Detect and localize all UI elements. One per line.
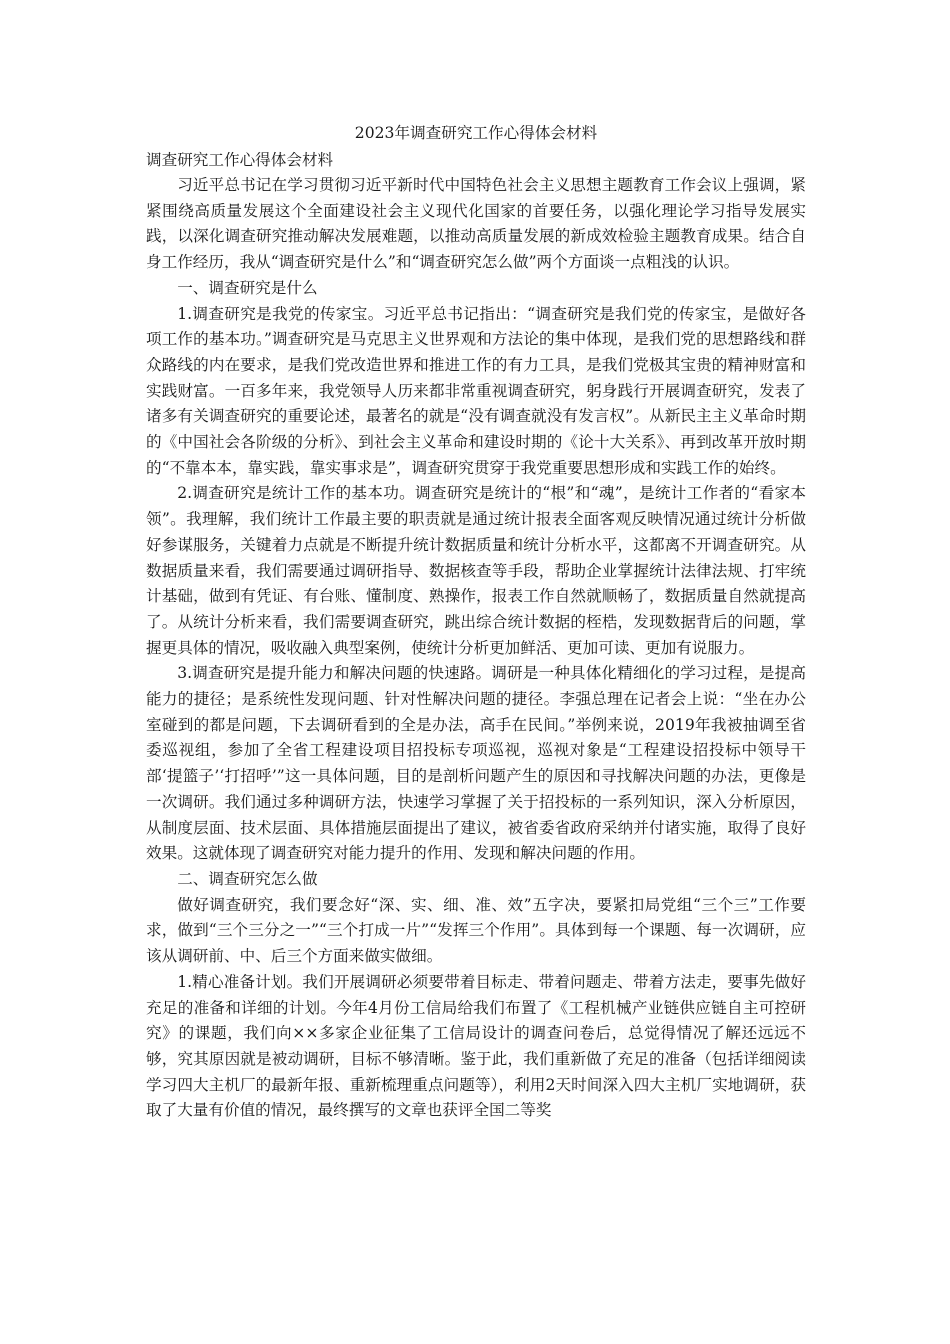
section1-item-1: 1.调查研究是我党的传家宝。习近平总书记指出：“调查研究是我们党的传家宝，是做好各项工作的基本功。”调查研究是马克思主义世界观和方法论的集中体现，是我们党的思想路线和群众路线的内在要求，是我们党改造世界和推进工作的有力工具，是我们党极其宝贵的精神财富和实践财富。一百多年来，我党领导人历来都非常重视调查研究，躬身践行开展调查研究，发表了诸多有关调查研究的重要论述，最著名的就是“没有调查就没有发言权”。从新民主主义革命时期的《中国社会各阶级的分析》、到社会主义革命和建设时期的《论十大关系》、再到改革开放时期的“不靠本本，靠实践，靠实事求是”，调查研究贯穿于我党重要思想形成和实践工作的始终。 — [146, 304, 806, 477]
section1-item-3: 3.调查研究是提升能力和解决问题的快速路。调研是一种具体化精细化的学习过程，是提高能力的捷径；是系统性发现问题、针对性解决问题的捷径。李强总理在记者会上说：“坐在办公室碰到的都是问题，下去调研看到的全是办法，高手在民间。”举例来说，2019年我被抽调至省委巡视组，参加了全省工程建设项目招投标专项巡视，巡视对象是“工程建设招投标中领导干部‘提篮子’‘打招呼’”这一具体问题，目的是剖析问题产生的原因和寻找解决问题的办法，更像是一次调研。我们通过多种调研方法，快速学习掌握了关于招投标的一系列知识，深入分析原因，从制度层面、技术层面、具体措施层面提出了建议，被省委省政府采纳并付诸实施，取得了良好效果。这就体现了调查研究对能力提升的作用、发现和解决问题的作用。 — [146, 664, 806, 863]
document-title: 2023年调查研究工作心得体会材料 — [354, 124, 598, 142]
intro-paragraph: 习近平总书记在学习贯彻习近平新时代中国特色社会主义思想主题教育工作会议上强调，紧紧围绕高质量发展这个全面建设社会主义现代化国家的首要任务，以强化理论学习指导发展实践，以深化调查研究推动解决发展难题，以推动高质量发展的新成效检验主题教育成果。结合自身工作经历，我从“调查研究是什么”和“调查研究怎么做”两个方面谈一点粗浅的认识。 — [146, 176, 806, 272]
section2-heading: 二、调查研究怎么做 — [177, 869, 318, 888]
section1-item-2: 2.调查研究是统计工作的基本功。调查研究是统计的“根”和“魂”，是统计工作者的“看家本领”。我理解，我们统计工作最主要的职责就是通过统计报表全面客观反映情况通过统计分析做好参谋服务，关键着力点就是不断提升统计数据质量和统计分析水平，这都离不开调查研究。从数据质量来看，我们需要通过调研指导、数据核查等手段，帮助企业掌握统计法律法规、打牢统计基础，做到有凭证、有台账、懂制度、熟操作，报表工作自然就顺畅了，数据质量自然就提高了。从统计分析来看，我们需要调查研究，跳出综合统计数据的桎梏，发现数据背后的问题，掌握更具体的情况，吸收融入典型案例，使统计分析更加鲜活、更加可读、更加有说服力。 — [146, 484, 806, 657]
section1-heading: 一、调查研究是什么 — [177, 278, 318, 297]
document-page — [146, 120, 806, 1124]
document-subtitle: 调查研究工作心得体会材料 — [146, 151, 334, 169]
section2-item-1: 1.精心准备计划。我们开展调研必须要带着目标走、带着问题走、带着方法走，要事先做好充足的准备和详细的计划。今年4月份工信局给我们布置了《工程机械产业链供应链自主可控研究》的课题，我们向××多家企业征集了工信局设计的调查问卷后，总觉得情况了解还远远不够，究其原因就是被动调研，目标不够清晰。鉴于此，我们重新做了充足的准备（包括详细阅读学习四大主机厂的最新年报、重新梳理重点问题等），利用2天时间深入四大主机厂实地调研，获取了大量有价值的情况，最终撰写的文章也获评全国二等奖 — [146, 972, 806, 1120]
section2-intro: 做好调查研究，我们要念好“深、实、细、准、效”五字决，要紧扣局党组“三个三”工作要求，做到“三个三分之一”“三个打成一片”“发挥三个作用”。具体到每一个课题、每一次调研，应该从调研前、中、后三个方面来做实做细。 — [146, 895, 806, 966]
